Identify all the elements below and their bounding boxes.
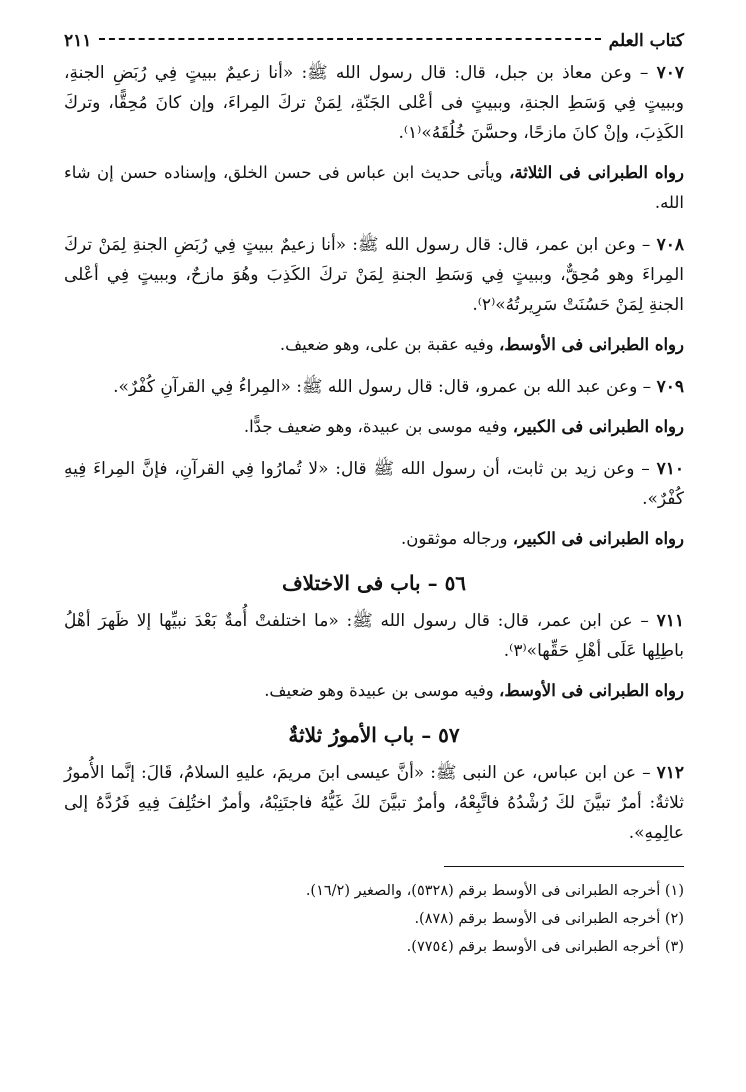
note-source: رواه الطبرانى فى الكبير، xyxy=(512,529,684,548)
hadith-707-note xyxy=(64,158,684,218)
hadith-707 xyxy=(64,58,684,148)
note-source: رواه الطبرانى فى الأوسط، xyxy=(499,681,684,700)
hadith-711-note xyxy=(64,676,684,706)
footnote-3: (٣) أخرجه الطبرانى فى الأوسط برقم (٧٧٥٤). xyxy=(406,939,684,955)
note-grading: ورجاله موثقون. xyxy=(400,529,513,548)
note-grading: وفيه موسى بن عبيدة، وهو ضعيف جدًّا. xyxy=(243,417,513,436)
chapter-56-title: ٥٦ – باب فى الاختلاف xyxy=(281,571,467,595)
note-grading: وفيه عقبة بن على، وهو ضعيف. xyxy=(279,335,500,354)
footnote-divider xyxy=(444,866,684,867)
footnote-2: (٢) أخرجه الطبرانى فى الأوسط برقم (٨٧٨). xyxy=(414,911,684,927)
note-source: رواه الطبرانى فى الكبير، xyxy=(512,417,684,436)
hadith-number: ٧٠٨ xyxy=(656,235,684,255)
note-grading: وفيه موسى بن عبيدة وهو ضعيف. xyxy=(264,681,500,700)
book-title: كتاب العلم xyxy=(608,31,684,51)
hadith-text: – عن ابن عباس، عن النبى ﷺ: «أنَّ عيسى ابنَ مريمَ، عليهِ السلامُ، قَالَ: إنَّما الأُمورُ ثلاثةٌ: أمرٌ تبيَّنَ لكَ رُشْدُهُ فاتَّبِعْهُ، وأمرٌ تبيَّنَ لكَ غَيُّهُ فاجتَنِبْهُ، وأمرٌ اختُلِفَ فِيهِ فَرُدَّهُ إلى عالِمِهِ». xyxy=(64,763,684,843)
hadith-711 xyxy=(64,606,684,666)
hadith-text: – وعن زيد بن ثابت، أن رسول الله ﷺ قال: «لا تُمارُوا فِي القرآنِ، فإنَّ المِراءَ فِيهِ كُفْرٌ». xyxy=(64,459,684,509)
hadith-710 xyxy=(64,454,684,514)
page-number: ٢١١ xyxy=(64,31,92,51)
header-divider xyxy=(99,38,600,40)
page-header xyxy=(64,28,684,58)
hadith-709 xyxy=(64,372,684,402)
hadith-712 xyxy=(64,758,684,848)
hadith-text: – وعن عبد الله بن عمرو، قال: قال رسول الله ﷺ: «المِراءُ فِي القرآنِ كُفْرٌ». xyxy=(113,377,652,397)
chapter-57-title: ٥٧ – باب الأمورُ ثلاثةٌ xyxy=(288,723,460,747)
footnote-1: (١) أخرجه الطبرانى فى الأوسط برقم (٥٣٢٨)، والصغير (١٦/٢). xyxy=(305,883,684,899)
hadith-708-note xyxy=(64,330,684,360)
hadith-text: – عن ابن عمر، قال: قال رسول الله ﷺ: «ما اختلفتْ أُمةٌ بَعْدَ نبيِّها إلا ظَهرَ أهْلُ باطِلِها عَلَى أهْلِ حَقِّها»⁽٣⁾. xyxy=(64,611,684,661)
hadith-710-note xyxy=(64,524,684,554)
hadith-number: ٧٠٧ xyxy=(656,63,685,83)
note-source: رواه الطبرانى فى الثلاثة، xyxy=(509,163,684,182)
note-source: رواه الطبرانى فى الأوسط، xyxy=(499,335,684,354)
hadith-number: ٧١٠ xyxy=(656,459,684,479)
hadith-text: – وعن معاذ بن جبل، قال: قال رسول الله ﷺ: «أنا زعيمٌ ببيتٍ فِي رُبَضِ الجنةِ، وببيتٍ فِي وَسَطِ الجنةِ، وببيتٍ فى أعْلى الجَنّةِ، لِمَنْ تركَ المِراءَ، وإن كانَ مُحِقًّا، وتركَ الكَذِبَ، وإنْ كانَ مازحًا، وحسَّنَ خُلُقَهُ»⁽١⁾. xyxy=(64,63,684,143)
hadith-text: – وعن ابن عمر، قال: قال رسول الله ﷺ: «أنا زعيمٌ ببيتٍ فِي رُبَضِ الجنةِ لِمَنْ تركَ المِراءَ وهو مُحِقٌّ، وببيتٍ فِي وَسَطِ الجنةِ لِمَنْ تركَ الكَذِبَ وهُوَ مازحٌ، وببيتٍ فِي أعْلى الجنةِ لِمَنْ حَسُنَتْ سَرِيرتُهُ»⁽٢⁾. xyxy=(64,235,684,315)
note-grading: ويأتى حديث ابن عباس فى حسن الخلق، وإسناده حسن إن شاء الله. xyxy=(64,163,684,212)
hadith-number: ٧١٢ xyxy=(656,763,684,783)
hadith-709-note xyxy=(64,412,684,442)
hadith-708 xyxy=(64,230,684,320)
hadith-number: ٧٠٩ xyxy=(656,377,684,397)
hadith-number: ٧١١ xyxy=(656,611,684,631)
